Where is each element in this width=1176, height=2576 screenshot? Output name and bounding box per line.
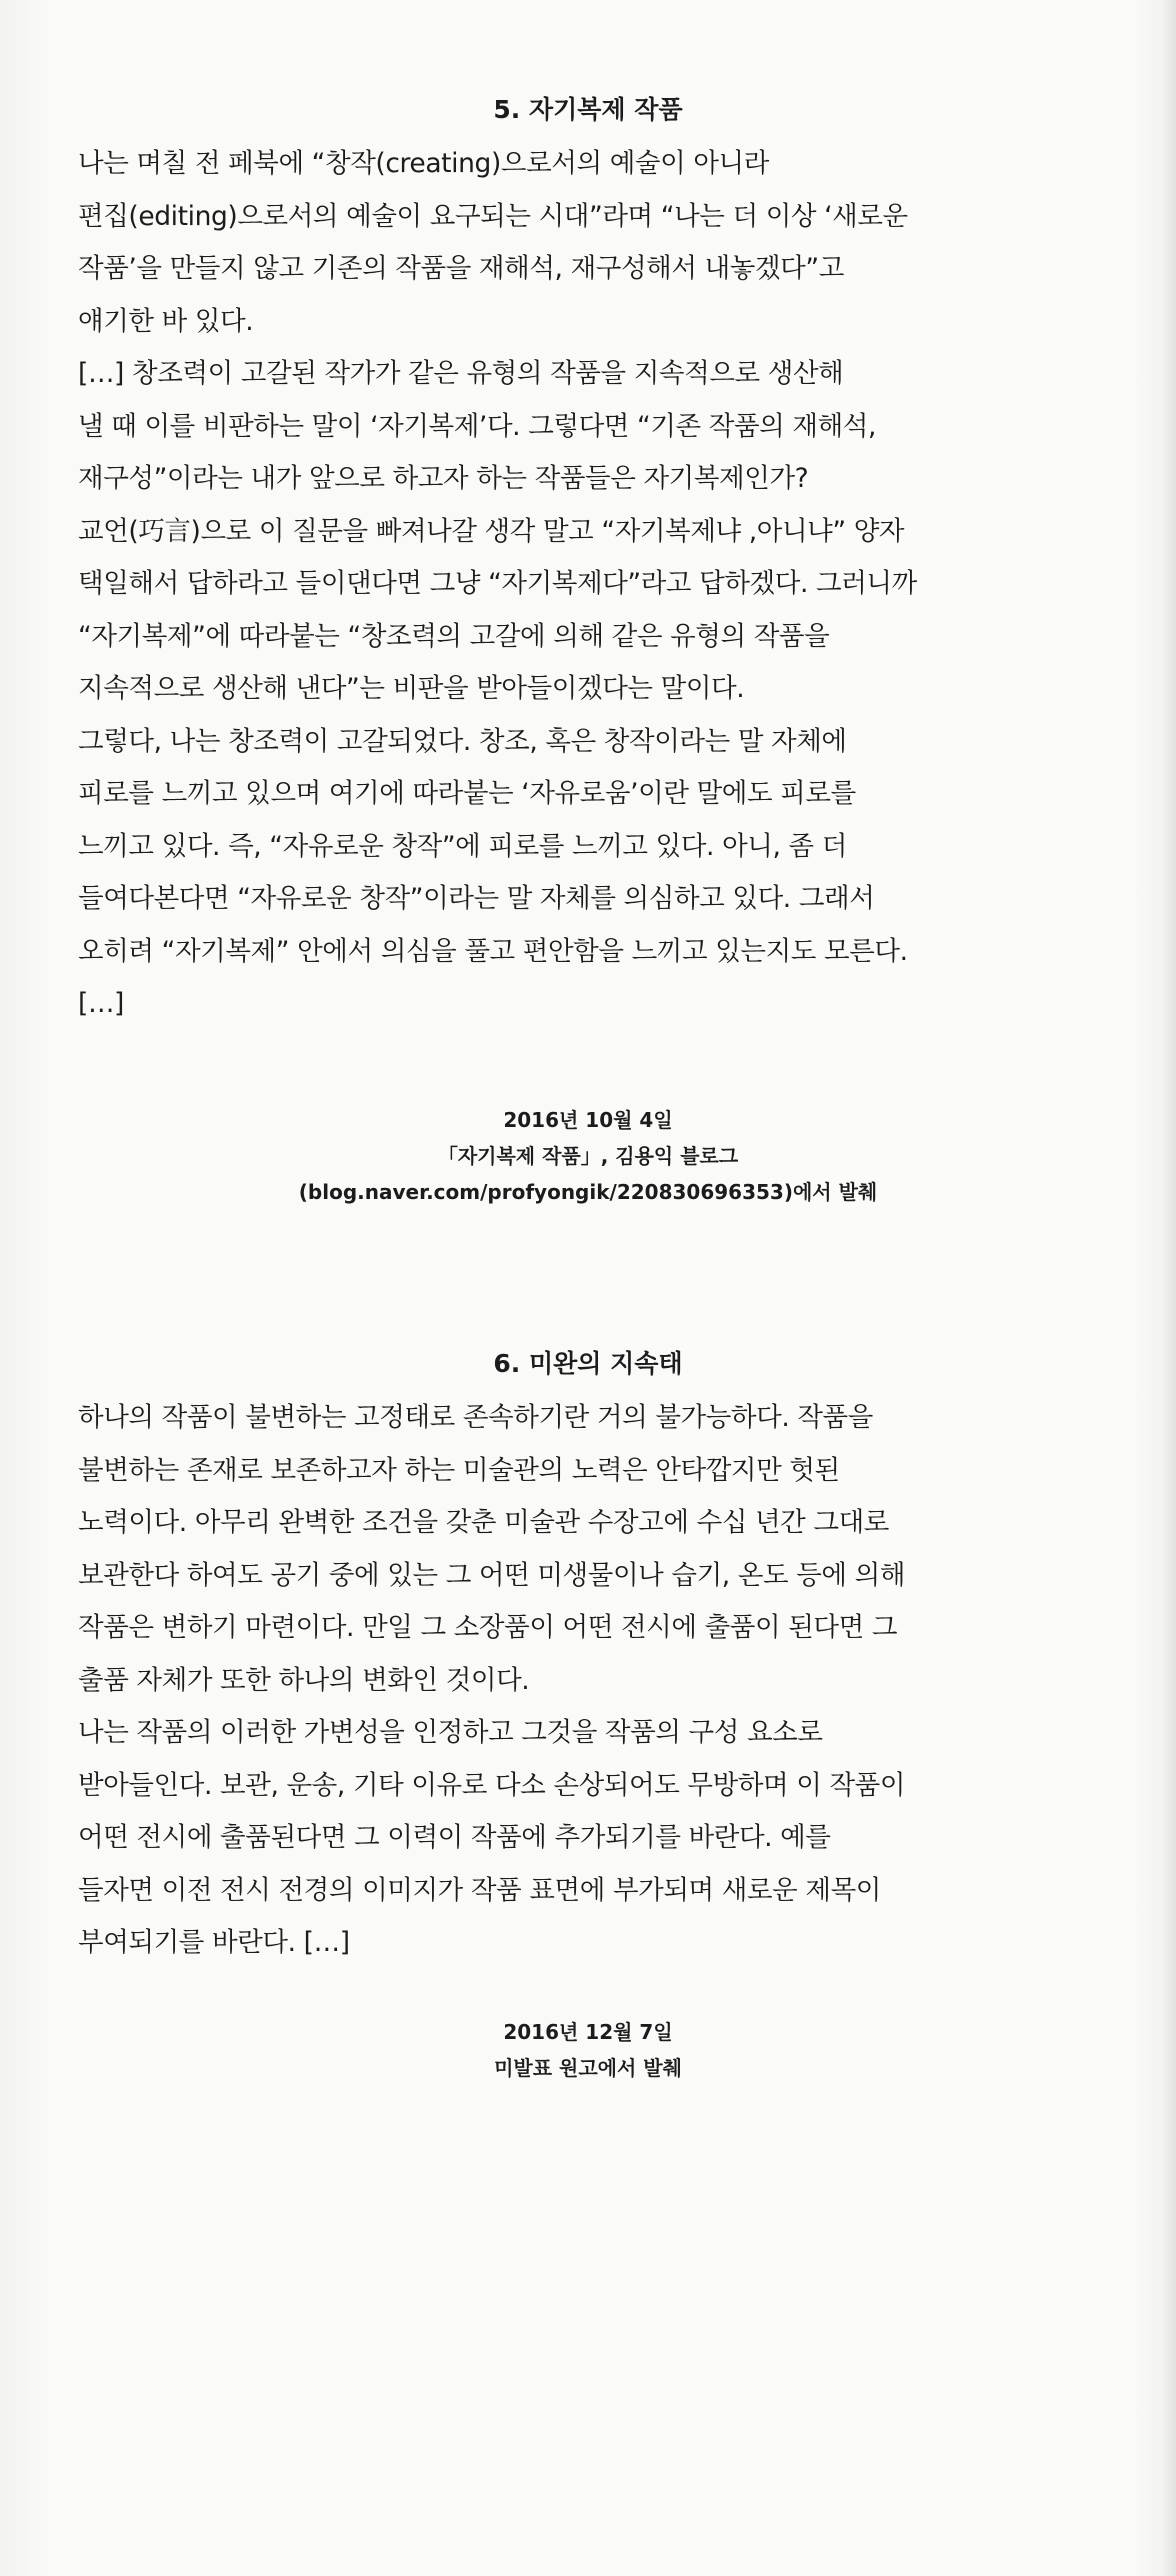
source-date: 2016년 12월 7일 <box>503 2020 673 2044</box>
source-citation <box>78 2014 1098 2086</box>
source-citation <box>78 1102 1098 1210</box>
text-line: 작품’을 만들지 않고 기존의 작품을 재해석, 재구성해서 내놓겠다”고 <box>78 253 844 284</box>
source-title: 미발표 원고에서 발췌 <box>494 2056 682 2080</box>
text-line: 나는 작품의 이러한 가변성을 인정하고 그것을 작품의 구성 요소로 <box>78 1717 823 1748</box>
text-line: 들여다본다면 “자유로운 창작”이라는 말 자체를 의심하고 있다. 그래서 <box>78 883 875 914</box>
text-line: 편집(editing)으로서의 예술이 요구되는 시대”라며 “나는 더 이상 ‘새로운 <box>78 200 908 232</box>
text-line: 노력이다. 아무리 완벽한 조건을 갖춘 미술관 수장고에 수십 년간 그대로 <box>78 1507 890 1538</box>
text-line: 불변하는 존재로 보존하고자 하는 미술관의 노력은 안타깝지만 헛된 <box>78 1454 840 1486</box>
text-line: 택일해서 답하라고 들이댄다면 그냥 “자기복제다”라고 답하겠다. 그러니까 <box>78 568 917 599</box>
text-line: 그렇다, 나는 창조력이 고갈되었다. 창조, 혹은 창작이라는 말 자체에 <box>78 725 847 757</box>
text-line: 재구성”이라는 내가 앞으로 하고자 하는 작품들은 자기복제인가? <box>78 463 809 494</box>
text-line: 얘기한 바 있다. <box>78 305 254 337</box>
text-line: 교언(巧言)으로 이 질문을 빠져나갈 생각 말고 “자기복제냐 ,아니냐” 양자 <box>78 515 905 547</box>
text-line: 어떤 전시에 출품된다면 그 이력이 작품에 추가되기를 바란다. 예를 <box>78 1822 831 1853</box>
text-line: 들자면 이전 전시 전경의 이미지가 작품 표면에 부가되며 새로운 제목이 <box>78 1874 881 1906</box>
source-url: (blog.naver.com/profyongik/220830696353)에서 발췌 <box>298 1180 878 1204</box>
text-line: 낼 때 이를 비판하는 말이 ‘자기복제’다. 그렇다면 “기존 작품의 재해석, <box>78 410 877 442</box>
page-edge-shadow <box>1162 0 1176 2576</box>
source-title: 「자기복제 작품」, 김용익 블로그 <box>437 1144 739 1168</box>
source-date: 2016년 10월 4일 <box>503 1108 673 1132</box>
section-title: 6. 미완의 지속태 <box>493 1349 683 1378</box>
text-line: “자기복제”에 따라붙는 “창조력의 고갈에 의해 같은 유형의 작품을 <box>78 620 830 652</box>
text-line: 부여되기를 바란다. […] <box>78 1927 350 1958</box>
text-line: 오히려 “자기복제” 안에서 의심을 풀고 편안함을 느끼고 있는지도 모른다. <box>78 935 908 967</box>
text-line: […] <box>78 988 124 1019</box>
text-line: 지속적으로 생산해 낸다”는 비판을 받아들이겠다는 말이다. <box>78 673 745 704</box>
text-line: 보관한다 하여도 공기 중에 있는 그 어떤 미생물이나 습기, 온도 등에 의해 <box>78 1559 906 1591</box>
section-title: 5. 자기복제 작품 <box>493 95 683 124</box>
text-line: 작품은 변하기 마련이다. 만일 그 소장품이 어떤 전시에 출품이 된다면 그 <box>78 1612 898 1643</box>
text-line: 느끼고 있다. 즉, “자유로운 창작”에 피로를 느끼고 있다. 아니, 좀 더 <box>78 830 847 862</box>
text-line: 출품 자체가 또한 하나의 변화인 것이다. <box>78 1664 530 1696</box>
text-line: 받아들인다. 보관, 운송, 기타 이유로 다소 손상되어도 무방하며 이 작품이 <box>78 1769 906 1801</box>
text-line: 피로를 느끼고 있으며 여기에 따라붙는 ‘자유로움’이란 말에도 피로를 <box>78 778 856 809</box>
text-line: […] 창조력이 고갈된 작가가 같은 유형의 작품을 지속적으로 생산해 <box>78 358 844 389</box>
section-ongoing-incompleteness <box>78 1336 1098 2080</box>
section-self-replication <box>78 82 1098 1204</box>
section-body <box>78 138 1098 1031</box>
section-body <box>78 1392 1098 1970</box>
text-line: 하나의 작품이 불변하는 고정태로 존속하기란 거의 불가능하다. 작품을 <box>78 1402 873 1433</box>
text-line: 나는 며칠 전 페북에 “창작(creating)으로서의 예술이 아니라 <box>78 148 769 179</box>
